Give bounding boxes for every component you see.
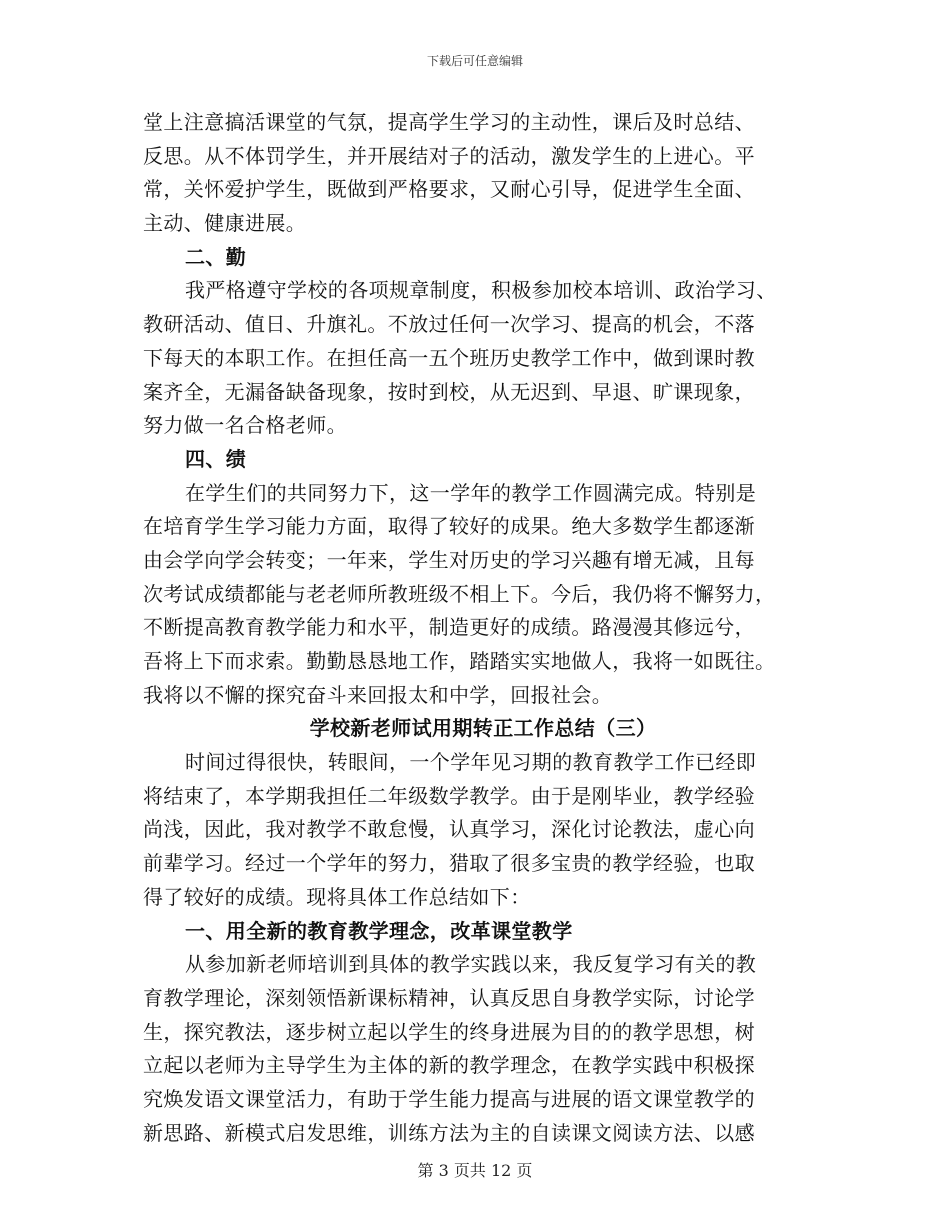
text-line: 由会学向学会转变；一年来，学生对历史的学习兴趣有增无减，且每 bbox=[143, 547, 755, 572]
text-line: 立起以老师为主导学生为主体的新的教学理念，在教学实践中积极探 bbox=[143, 1053, 755, 1078]
text-line: 努力做一名合格老师。 bbox=[143, 413, 347, 438]
section-heading: 二、勤 bbox=[185, 244, 247, 269]
text-line: 新思路、新模式启发思维，训练方法为主的自读课文阅读方法、以感 bbox=[143, 1120, 755, 1145]
text-line: 下每天的本职工作。在担任高一五个班历史教学工作中，做到课时教 bbox=[143, 345, 755, 370]
text-line: 我将以不懈的探究奋斗来回报太和中学，回报社会。 bbox=[143, 682, 613, 707]
text-line: 育教学理论，深刻领悟新课标精神，认真反思自身教学实际，讨论学 bbox=[143, 985, 755, 1010]
section-heading: 四、绩 bbox=[185, 446, 247, 471]
text-line: 我严格遵守学校的各项规章制度，积极参加校本培训、政治学习、 bbox=[185, 278, 777, 303]
text-line: 得了较好的成绩。现将具体工作总结如下： bbox=[143, 884, 531, 909]
text-line: 将结束了，本学期我担任二年级数学教学。由于是刚毕业，教学经验 bbox=[143, 783, 755, 808]
text-line: 次考试成绩都能与老老师所教班级不相上下。今后，我仍将不懈努力， bbox=[143, 581, 776, 606]
text-line: 案齐全，无漏备缺备现象，按时到校，从无迟到、早退、旷课现象， bbox=[143, 379, 755, 404]
text-line: 主动、健康进展。 bbox=[143, 211, 307, 236]
document-body bbox=[143, 106, 823, 1150]
text-line: 在培育学生学习能力方面，取得了较好的成果。绝大多数学生都逐渐 bbox=[143, 514, 755, 539]
text-line: 教研活动、值日、升旗礼。不放过任何一次学习、提高的机会，不落 bbox=[143, 312, 755, 337]
text-line: 吾将上下而求索。勤勤恳恳地工作，踏踏实实地做人，我将一如既往。 bbox=[143, 649, 776, 673]
text-line: 不断提高教育教学能力和水平，制造更好的成绩。路漫漫其修远兮， bbox=[143, 615, 755, 640]
text-line: 前辈学习。经过一个学年的努力，猎取了很多宝贵的教学经验，也取 bbox=[143, 851, 755, 876]
page-footer: 第 3 页共 12 页 bbox=[417, 1161, 533, 1180]
text-line: 尚浅，因此，我对教学不敢怠慢，认真学习，深化讨论教法，虚心向 bbox=[143, 817, 755, 842]
text-line: 堂上注意搞活课堂的气氛，提高学生学习的主动性，课后及时总结、 bbox=[143, 110, 755, 134]
page-header-note: 下载后可任意编辑 bbox=[426, 54, 523, 68]
text-line: 究焕发语文课堂活力，有助于学生能力提高与进展的语文课堂教学的 bbox=[143, 1086, 755, 1111]
text-line: 反思。从不体罚学生，并开展结对子的活动，激发学生的上进心。平 bbox=[143, 143, 755, 168]
text-line: 常，关怀爱护学生，既做到严格要求，又耐心引导，促进学生全面、 bbox=[143, 177, 755, 202]
section-heading: 一、用全新的教育教学理念，改革课堂教学 bbox=[185, 918, 573, 943]
section-heading: 学校新老师试用期转正工作总结（三） bbox=[309, 716, 657, 741]
text-line: 时间过得很快，转眼间，一个学年见习期的教育教学工作已经即 bbox=[185, 750, 757, 775]
text-line: 在学生们的共同努力下，这一学年的教学工作圆满完成。特别是 bbox=[185, 480, 757, 505]
text-line: 生，探究教法，逐步树立起以学生的终身进展为目的的教学思想，树 bbox=[143, 1019, 755, 1044]
text-line: 从参加新老师培训到具体的教学实践以来，我反复学习有关的教 bbox=[185, 952, 757, 977]
